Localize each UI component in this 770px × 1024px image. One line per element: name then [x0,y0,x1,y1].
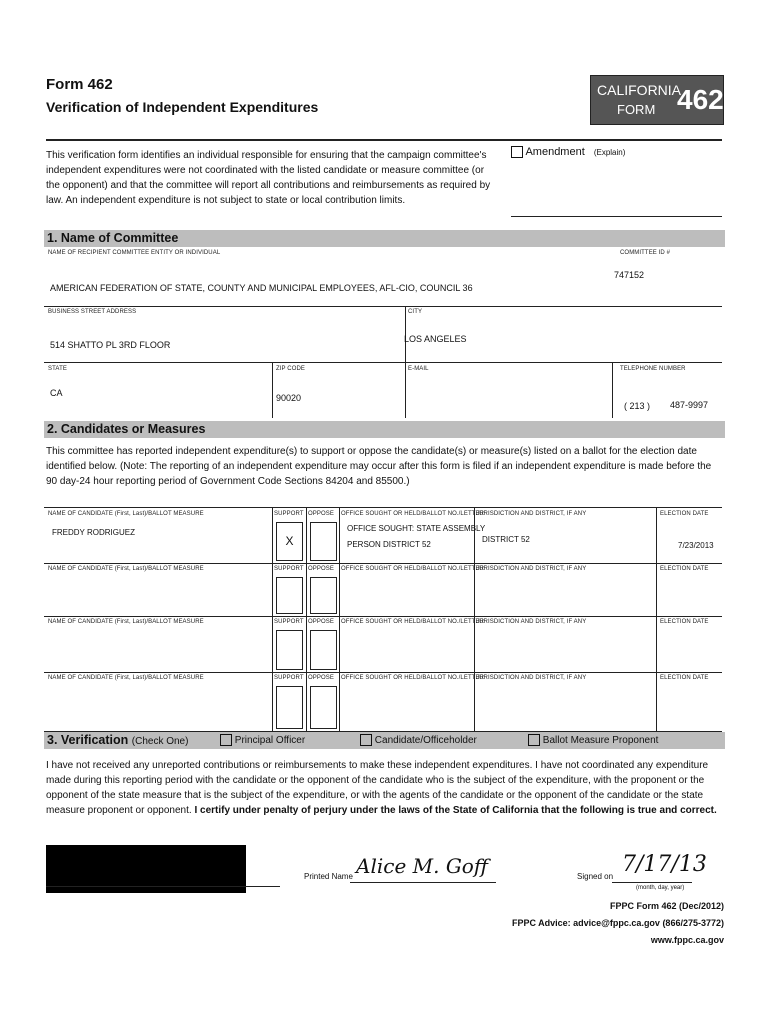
printed-name-value: Alice M. Goff [356,854,489,878]
jurisdiction-label: JURISDICTION AND DISTRICT, IF ANY [476,566,587,572]
oppose-box[interactable] [310,630,337,670]
oppose-label: OPPOSE [308,566,334,572]
oppose-label: OPPOSE [308,675,334,681]
zip-value: 90020 [276,393,302,403]
proponent-checkbox[interactable] [528,734,540,746]
support-box[interactable]: X [276,522,303,561]
jurisdiction-label: JURISDICTION AND DISTRICT, IF ANY [476,619,587,625]
col-divider [306,563,307,616]
phone-label: TELEPHONE NUMBER [620,366,686,372]
amendment-field[interactable] [511,146,625,158]
address-label: BUSINESS STREET ADDRESS [48,309,137,315]
principal-officer-checkbox[interactable] [220,734,232,746]
section1-header [44,230,725,247]
table-row [44,508,722,564]
oppose-label: OPPOSE [308,511,334,517]
support-box[interactable] [276,686,303,729]
verification-text [46,758,722,818]
email-label: E-MAIL [408,366,429,372]
oppose-box[interactable] [310,522,337,561]
california-form-badge [590,75,724,125]
principal-officer-option[interactable] [220,732,305,749]
amendment-explain: (Explain) [593,148,626,157]
header-rule [46,139,722,141]
date-hint: (month, day, year) [636,885,685,891]
support-label: SUPPORT [274,675,304,681]
col-divider [272,563,273,616]
amendment-checkbox[interactable] [511,146,523,158]
col-divider [306,616,307,672]
election-date-label: ELECTION DATE [660,566,709,572]
table-row [44,616,722,673]
office-label: OFFICE SOUGHT OR HELD/BALLOT NO./LETTER [341,566,485,572]
col-divider [306,508,307,563]
col-divider [405,362,406,418]
footer-advice: FPPC Advice: advice@fppc.ca.gov (866/275-3772) [511,918,724,928]
election-date-label: ELECTION DATE [660,619,709,625]
committee-name-value: AMERICAN FEDERATION OF STATE, COUNTY AND MUNICIPAL EMPLOYEES, AFL-CIO, COUNCIL 36 [50,283,473,293]
signed-on-value: 7/17/13 [622,852,707,877]
col-divider [272,616,273,672]
col-divider [612,362,613,418]
section3-header [44,732,725,749]
support-box[interactable] [276,630,303,670]
candidate-name-label: NAME OF CANDIDATE (First, Last)/BALLOT MEASURE [48,675,204,681]
office-label: OFFICE SOUGHT OR HELD/BALLOT NO./LETTER [341,619,485,625]
phone-area-code: 213 [629,401,645,411]
section1-title: 1. Name of Committee [47,231,179,245]
candidate-name-label: NAME OF CANDIDATE (First, Last)/BALLOT MEASURE [48,566,204,572]
jurisdiction-label: JURISDICTION AND DISTRICT, IF ANY [476,511,587,517]
row-divider [44,306,722,307]
support-label: SUPPORT [274,619,304,625]
address-value: 514 SHATTO PL 3RD FLOOR [50,340,171,350]
form-title: Verification of Independent Expenditures [46,99,319,115]
col-divider [656,616,657,672]
office-label: OFFICE SOUGHT OR HELD/BALLOT NO./LETTER [341,511,485,517]
jurisdiction-label: JURISDICTION AND DISTRICT, IF ANY [476,675,587,681]
amendment-line [511,216,722,217]
row-divider [44,362,722,363]
state-value: CA [50,388,63,398]
office-detail-value: PERSON DISTRICT 52 [347,540,431,549]
footer [512,898,724,949]
section3-title: 3. Verification [47,733,129,747]
section2-header [44,421,725,438]
col-divider [306,672,307,731]
printed-name-label: Printed Name [304,872,353,881]
col-divider [339,563,340,616]
candidate-name-label: NAME OF CANDIDATE (First, Last)/BALLOT MEASURE [48,511,204,517]
intro-text: This verification form identifies an individual responsible for ensuring that the campaign committee's independent expenditures were not coordinated with the listed candidate or measure committee (or the opponent) and that the committee will report all contributions and reimbursements as required by law. An independent expenditure is not subject to state or local contribution limits. [46,150,491,206]
badge-form: FORM [617,102,656,117]
oppose-box[interactable] [310,577,337,614]
amendment-label: Amendment [525,146,585,158]
support-label: SUPPORT [274,511,304,517]
col-divider [339,616,340,672]
candidate-option[interactable] [360,732,477,749]
col-divider [656,508,657,563]
committee-id-label: COMMITTEE ID # [620,250,671,256]
proponent-label: Ballot Measure Proponent [542,735,659,746]
phone-area: ( 213 ) [624,401,651,411]
city-label: CITY [408,309,423,315]
col-divider [272,672,273,731]
col-divider [656,672,657,731]
city-value: LOS ANGELES [404,334,467,344]
proponent-option[interactable] [528,732,658,749]
col-divider [339,672,340,731]
printed-name-line [350,882,496,883]
zip-label: ZIP CODE [276,366,306,372]
office-label: OFFICE SOUGHT OR HELD/BALLOT NO./LETTER [341,675,485,681]
table-row [44,563,722,617]
election-date-value: 7/23/2013 [678,541,714,550]
candidate-name-value: FREDDY RODRIGUEZ [52,528,135,537]
committee-id-value: 747152 [614,270,645,280]
committee-name-label: NAME OF RECIPIENT COMMITTEE ENTITY OR INDIVIDUAL [48,250,221,256]
col-divider [272,362,273,418]
phone-number: 487-9997 [670,400,709,410]
verification-statement: I have not received any unreported contributions or reimbursements to make these independent expenditures. I have not coordinated any expenditure made during this reporting period with the candidate or the opponent of the candidate who is the subject of the expenditure, with the proponent or the opponent of the state measure that is the subject of the expenditure, or with the agents of the candidate or the opponent of the candidate or the state measure proponent or opponent. [46,760,709,816]
candidates-table [44,507,722,731]
candidate-label: Candidate/Officeholder [374,735,477,746]
footer-website: www.fppc.ca.gov [650,935,724,945]
perjury-statement: I certify under penalty of perjury under the laws of the State of California that the following is true and correct. [194,805,717,816]
election-date-label: ELECTION DATE [660,675,709,681]
badge-number: 462 [677,84,724,115]
oppose-box[interactable] [310,686,337,729]
footer-form-version: FPPC Form 462 (Dec/2012) [609,901,724,911]
signed-on-line [612,882,692,883]
badge-state: CALIFORNIA [597,82,682,98]
principal-officer-label: Principal Officer [234,735,306,746]
section2-title: 2. Candidates or Measures [47,422,206,436]
candidate-name-label: NAME OF CANDIDATE (First, Last)/BALLOT MEASURE [48,619,204,625]
signed-on-label: Signed on [577,872,614,881]
table-row [44,672,722,732]
support-box[interactable] [276,577,303,614]
form-number: Form 462 [46,76,113,93]
support-label: SUPPORT [274,566,304,572]
oppose-label: OPPOSE [308,619,334,625]
check-one-label: (Check One) [131,736,189,747]
election-date-label: ELECTION DATE [660,511,709,517]
candidate-checkbox[interactable] [360,734,372,746]
col-divider [339,508,340,563]
col-divider [656,563,657,616]
jurisdiction-value: DISTRICT 52 [482,535,530,544]
section2-text: This committee has reported independent expenditure(s) to support or oppose the candidate(s) or measure(s) listed on a ballot for the election date identified below. (Note: The reporting of an independent expenditure may occur after this form is filed if an independent expenditure is made before the 90 day-24 hour reporting period of Government Code Sections 84204 and 85500.) [46,446,712,487]
office-value: OFFICE SOUGHT: STATE ASSEMBLY [347,524,486,533]
state-label: STATE [48,366,67,372]
col-divider [272,508,273,563]
signature-line [46,886,280,887]
